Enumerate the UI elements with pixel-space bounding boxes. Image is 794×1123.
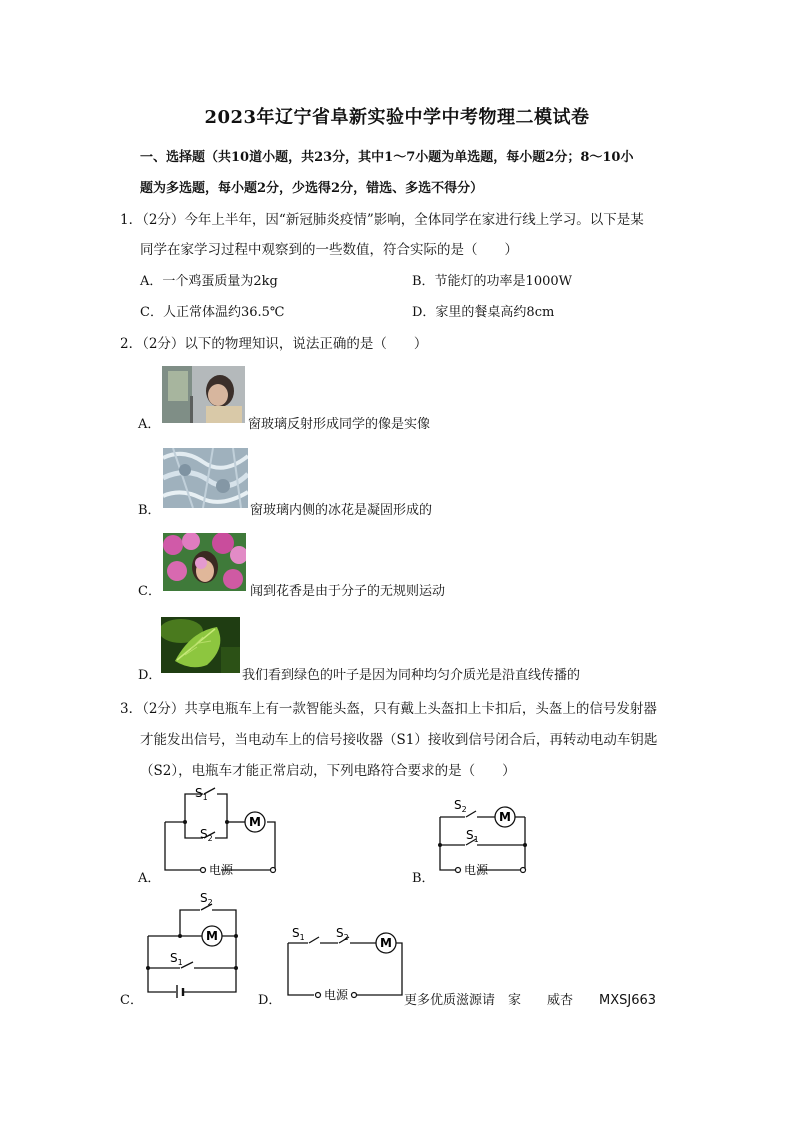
switch-s2-b-label [454, 798, 467, 814]
flower-smelling-photo [163, 533, 246, 591]
switch-s1-c-label [170, 951, 183, 967]
q1-stem-line1: 1．（2分）今年上半年，因“新冠肺炎疫情”影响，全体同学在家进行线上学习。以下是某 [120, 212, 644, 228]
green-leaf-photo [161, 617, 240, 673]
q3-option-d-label: D． [258, 993, 282, 1008]
q2-option-d-text: 我们看到绿色的叶子是因为同种均匀介质光是沿直线传播的 [242, 668, 581, 683]
circuit-a-diagram [155, 782, 285, 882]
ice-flower-photo [163, 448, 248, 508]
s2-a-sub: 2 [207, 834, 213, 843]
switch-s2-d-label [336, 926, 349, 942]
power-d-label: 电源 [324, 988, 349, 1002]
q1-stem-line2: 同学在家学习过程中观察到的一些数值，符合实际的是（ ） [140, 242, 518, 258]
s2-a-letter: S [200, 827, 208, 841]
section-heading-line1: 一、选择题（共10道小题，共23分，其中1～7小题为单选题，每小题2分；8～10小 [140, 150, 634, 165]
s2-c-letter: S [200, 891, 208, 905]
switch-s1-d-label [292, 926, 305, 942]
s1-b-sub: 1 [473, 835, 479, 844]
q3-option-c-label: C． [120, 993, 143, 1008]
q1-option-b: B．节能灯的功率是1000W [412, 274, 572, 289]
motor-d-label: M [380, 936, 392, 950]
switch-s2-c-label [200, 891, 213, 907]
switch-s2-a-label [200, 827, 213, 843]
switch-s1-b-label [466, 828, 479, 844]
q2-option-c-label: C． [138, 584, 161, 599]
s1-b-letter: S [466, 828, 474, 842]
s1-d-sub: 1 [299, 933, 305, 942]
q3-stem-line3: （S2），电瓶车才能正常启动，下列电路符合要求的是（ ） [140, 763, 516, 779]
s2-c-sub: 2 [207, 898, 213, 907]
q2-option-a-text: 窗玻璃反射形成同学的像是实像 [248, 417, 431, 432]
s1-a-sub: 1 [202, 793, 208, 802]
power-b-label: 电源 [464, 863, 489, 877]
s2-b-sub: 2 [461, 805, 467, 814]
q1-option-c: C．人正常体温约36.5℃ [140, 305, 285, 320]
motor-c-label: M [206, 929, 218, 943]
q2-option-a-label: A． [138, 417, 161, 432]
section-heading-line2: 题为多选题，每小题2分，少选得2分，错选、多选不得分） [140, 181, 484, 196]
exam-title: 2023年辽宁省阜新实验中学中考物理二模试卷 [204, 107, 590, 128]
q3-stem-line2-text: 才能发出信号，当电动车上的信号接收器（S1）接收到信号闭合后，再转动电动车钥匙 [140, 732, 658, 748]
q2-stem: 2．（2分）以下的物理知识，说法正确的是（ ） [120, 336, 428, 352]
window-reflection-photo [162, 366, 245, 423]
q2-option-b-text: 窗玻璃内侧的冰花是凝固形成的 [250, 503, 433, 518]
q2-option-c-text: 闻到花香是由于分子的无规则运动 [250, 584, 446, 599]
q2-option-d-label: D． [138, 668, 162, 683]
q3-stem-line2 [140, 728, 657, 748]
s1-a-letter: S [195, 786, 203, 800]
q2-option-b-label: B． [138, 503, 161, 518]
q1-option-a: A．一个鸡蛋质量为2kg [140, 274, 278, 289]
s1-c-letter: S [170, 951, 178, 965]
motor-a-label: M [249, 815, 261, 829]
motor-b-label: M [499, 810, 511, 824]
switch-s1-a-label [195, 786, 208, 802]
q3-option-a-label: A． [138, 871, 161, 886]
s2-d-sub: 2 [343, 933, 349, 942]
s1-d-letter: S [292, 926, 300, 940]
power-a-label: 电源 [209, 863, 234, 877]
q3-stem-line1: 3．（2分）共享电瓶车上有一款智能头盔，只有戴上头盔扣上卡扣后，头盔上的信号发射器 [120, 701, 657, 717]
q1-option-d: D．家里的餐桌高约8cm [412, 305, 555, 320]
q3-option-b-label: B． [412, 871, 435, 886]
s2-d-letter: S [336, 926, 344, 940]
s1-c-sub: 1 [177, 958, 183, 967]
s2-b-letter: S [454, 798, 462, 812]
footer-promo-note: 更多优质滋源请 家 威杏 MXSJ663 [404, 993, 657, 1008]
